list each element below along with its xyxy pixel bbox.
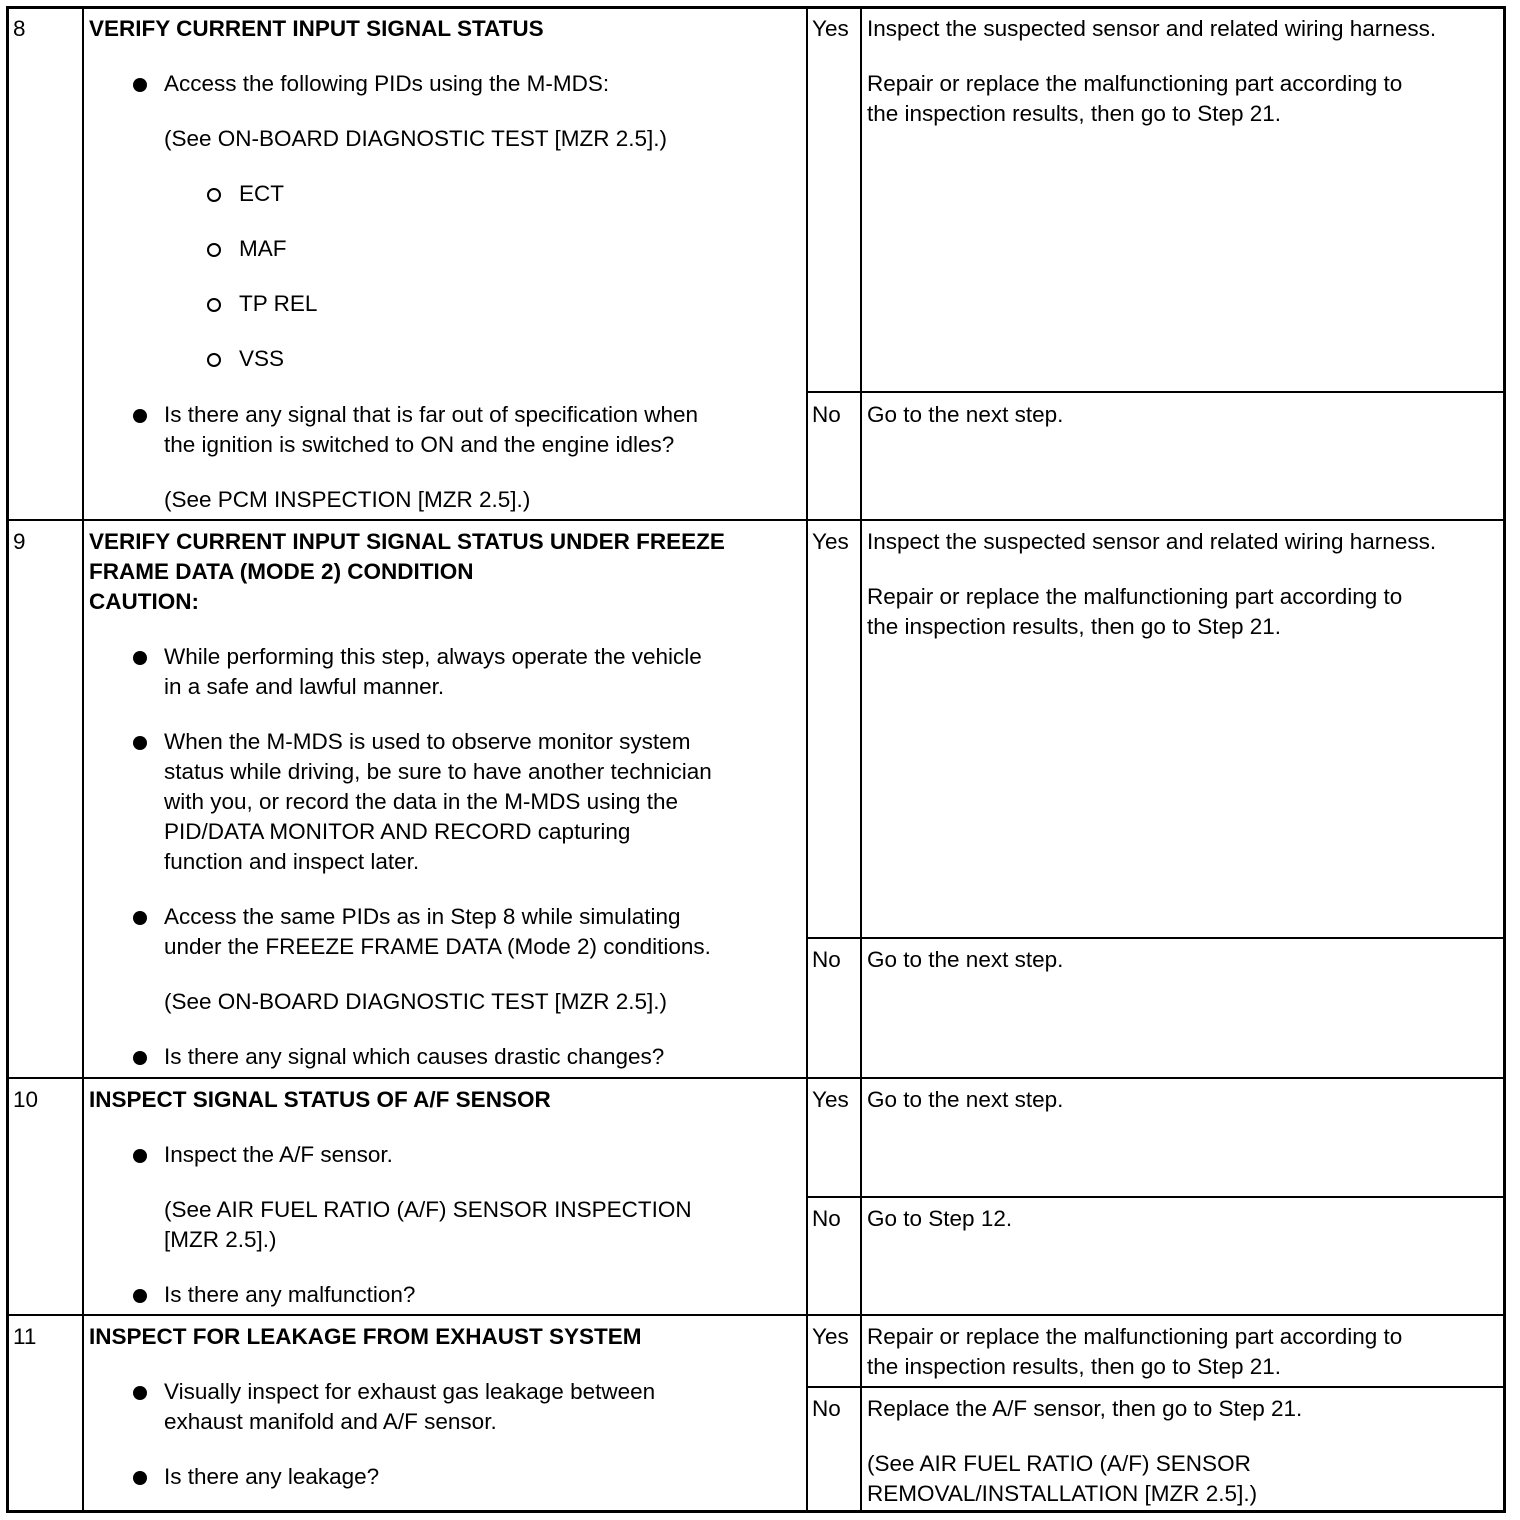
action-text: Repair or replace the malfunctioning part according to (867, 1324, 1403, 1349)
action-text: the inspection results, then go to Step 21. (867, 1354, 1282, 1379)
action-text: Inspect the suspected sensor and related wiring harness. (867, 16, 1437, 41)
yes-no-divider (806, 937, 1503, 939)
pid-item: VSS (239, 346, 285, 371)
action-text: Go to the next step. (867, 947, 1064, 972)
yes-label: Yes (812, 16, 849, 41)
instruction-text: status while driving, be sure to have another technician (164, 759, 712, 784)
instruction-text: Access the same PIDs as in Step 8 while simulating (164, 904, 681, 929)
reference-note: REMOVAL/INSTALLATION [MZR 2.5].) (867, 1481, 1258, 1506)
bullet-icon (133, 651, 147, 665)
yes-label: Yes (812, 1087, 849, 1112)
row-divider (9, 1314, 1503, 1316)
step-title: FRAME DATA (MODE 2) CONDITION (89, 559, 474, 584)
step-title: VERIFY CURRENT INPUT SIGNAL STATUS (89, 16, 544, 41)
step-number: 11 (13, 1324, 37, 1349)
action-text: Go to the next step. (867, 402, 1064, 427)
instruction-text: function and inspect later. (164, 849, 420, 874)
row-divider (9, 1077, 1503, 1079)
no-label: No (812, 1396, 841, 1421)
instruction-text: under the FREEZE FRAME DATA (Mode 2) conditions. (164, 934, 711, 959)
instruction-text: Is there any leakage? (164, 1464, 380, 1489)
bullet-icon (133, 1471, 147, 1485)
reference-note: (See PCM INSPECTION [MZR 2.5].) (164, 487, 531, 512)
caution-label: CAUTION: (89, 589, 199, 614)
row-divider (9, 519, 1503, 521)
action-text: Repair or replace the malfunctioning part according to (867, 71, 1403, 96)
yes-label: Yes (812, 529, 849, 554)
pid-item: ECT (239, 181, 284, 206)
column-divider (82, 9, 84, 1510)
no-label: No (812, 402, 841, 427)
column-divider (806, 9, 808, 1510)
instruction-text: Is there any signal which causes drastic changes? (164, 1044, 665, 1069)
reference-note: (See ON-BOARD DIAGNOSTIC TEST [MZR 2.5].) (164, 989, 667, 1014)
reference-note: [MZR 2.5].) (164, 1227, 277, 1252)
bullet-icon (133, 78, 147, 92)
bullet-icon (133, 1051, 147, 1065)
sub-bullet-icon (207, 188, 221, 202)
step-number: 8 (13, 16, 26, 41)
bullet-icon (133, 911, 147, 925)
bullet-icon (133, 736, 147, 750)
pid-item: TP REL (239, 291, 318, 316)
no-label: No (812, 1206, 841, 1231)
action-text: the inspection results, then go to Step 21. (867, 101, 1282, 126)
instruction-text: in a safe and lawful manner. (164, 674, 445, 699)
instruction-text: with you, or record the data in the M-MDS using the (164, 789, 678, 814)
step-title: VERIFY CURRENT INPUT SIGNAL STATUS UNDER FREEZE (89, 529, 725, 554)
instruction-text: Inspect the A/F sensor. (164, 1142, 393, 1167)
reference-note: (See ON-BOARD DIAGNOSTIC TEST [MZR 2.5].) (164, 126, 667, 151)
no-label: No (812, 947, 841, 972)
step-number: 9 (13, 529, 26, 554)
action-text: Go to Step 12. (867, 1206, 1013, 1231)
pid-item: MAF (239, 236, 287, 261)
action-text: Repair or replace the malfunctioning part according to (867, 584, 1403, 609)
action-text: Inspect the suspected sensor and related wiring harness. (867, 529, 1437, 554)
step-number: 10 (13, 1087, 39, 1112)
sub-bullet-icon (207, 353, 221, 367)
instruction-text: the ignition is switched to ON and the engine idles? (164, 432, 675, 457)
step-title: INSPECT FOR LEAKAGE FROM EXHAUST SYSTEM (89, 1324, 642, 1349)
sub-bullet-icon (207, 243, 221, 257)
instruction-text: exhaust manifold and A/F sensor. (164, 1409, 497, 1434)
instruction-text: Is there any signal that is far out of specification when (164, 402, 699, 427)
bullet-icon (133, 409, 147, 423)
yes-label: Yes (812, 1324, 849, 1349)
yes-no-divider (806, 391, 1503, 393)
step-title: INSPECT SIGNAL STATUS OF A/F SENSOR (89, 1087, 551, 1112)
instruction-text: Is there any malfunction? (164, 1282, 416, 1307)
sub-bullet-icon (207, 298, 221, 312)
bullet-icon (133, 1386, 147, 1400)
instruction-text: PID/DATA MONITOR AND RECORD capturing (164, 819, 631, 844)
bullet-icon (133, 1149, 147, 1163)
action-text: the inspection results, then go to Step 21. (867, 614, 1282, 639)
instruction-text: While performing this step, always operate the vehicle (164, 644, 702, 669)
action-text: Go to the next step. (867, 1087, 1064, 1112)
diagnostic-table (6, 6, 1506, 1513)
action-text: Replace the A/F sensor, then go to Step 21. (867, 1396, 1303, 1421)
instruction-text: Access the following PIDs using the M-MDS: (164, 71, 610, 96)
reference-note: (See AIR FUEL RATIO (A/F) SENSOR (867, 1451, 1251, 1476)
reference-note: (See AIR FUEL RATIO (A/F) SENSOR INSPECTION (164, 1197, 692, 1222)
instruction-text: When the M-MDS is used to observe monitor system (164, 729, 691, 754)
bullet-icon (133, 1289, 147, 1303)
yes-no-divider (806, 1386, 1503, 1388)
column-divider (860, 9, 862, 1510)
yes-no-divider (806, 1196, 1503, 1198)
instruction-text: Visually inspect for exhaust gas leakage between (164, 1379, 656, 1404)
